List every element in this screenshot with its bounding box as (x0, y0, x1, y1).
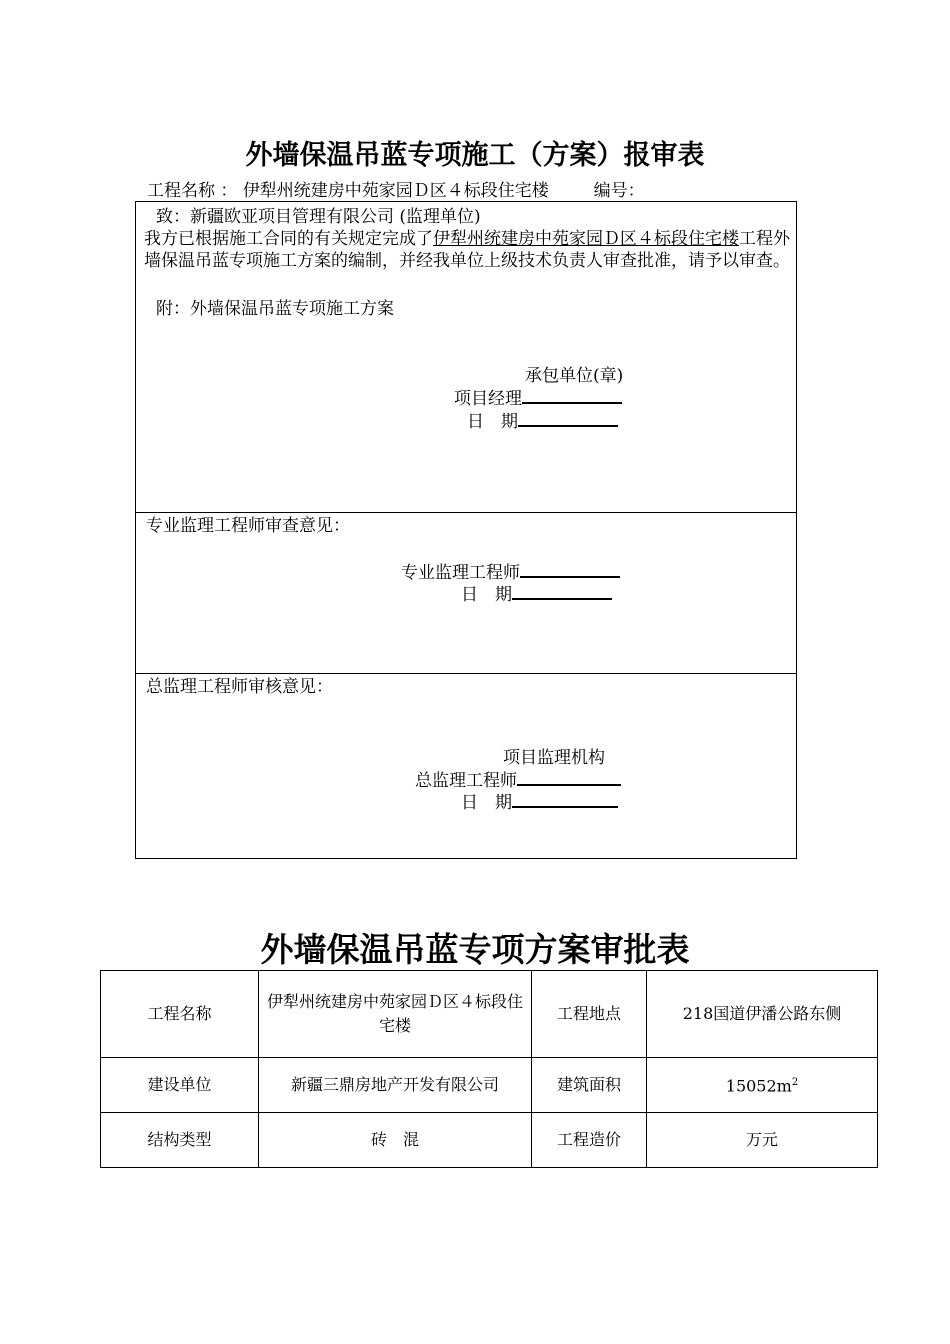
cell-label: 建设单位 (101, 1058, 259, 1113)
cell-label: 工程造价 (532, 1113, 647, 1168)
signature-blank[interactable] (517, 770, 621, 786)
cell-value: 万元 (647, 1113, 878, 1168)
body-prefix: 我方已根据施工合同的有关规定完成了 (144, 229, 433, 249)
date-line-1: 日 期 (467, 411, 618, 433)
report-form-title: 外墙保温吊蓝专项施工（方案）报审表 (245, 140, 705, 171)
cell-label: 建筑面积 (532, 1058, 647, 1113)
approval-form-title: 外墙保温吊蓝专项方案审批表 (260, 930, 690, 969)
date-blank[interactable] (512, 792, 618, 808)
approval-table (100, 970, 878, 1168)
cell-value (647, 1058, 878, 1113)
table-row (101, 1113, 878, 1168)
addressee-line: 致：新疆欧亚项目管理有限公司 (监理单位) (156, 207, 481, 227)
cell-label: 结构类型 (101, 1113, 259, 1168)
date-line-3: 日 期 (461, 792, 618, 814)
submission-section (135, 201, 797, 513)
project-name: 伊犁州统建房中苑家园Ｄ区４标段住宅楼 (242, 181, 549, 201)
engineer-review-section (135, 512, 797, 674)
date-blank[interactable] (518, 411, 618, 427)
signature-blank[interactable] (520, 562, 620, 578)
supervision-org: 项目监理机构 (503, 748, 605, 768)
engineer-review-heading: 专业监理工程师审查意见： (146, 516, 350, 536)
chief-review-section (135, 673, 797, 859)
project-label: 工程名称 ： (147, 181, 238, 201)
submission-body (144, 228, 792, 272)
cell-value: 218国道伊潘公路东侧 (647, 971, 878, 1058)
cell-value: 砖 混 (259, 1113, 532, 1168)
number-label: 编号： (593, 181, 645, 201)
project-manager-line: 项目经理 (454, 388, 622, 410)
date-line-2: 日 期 (461, 584, 612, 606)
table-row (101, 971, 878, 1058)
cell-value: 新疆三鼎房地产开发有限公司 (259, 1058, 532, 1113)
area-value: 15052m (725, 1076, 792, 1096)
chief-review-heading: 总监理工程师审核意见： (146, 677, 333, 697)
body-suffix: 工程外墙保温吊蓝专项施工方案的编制，并经我单位上级技术负责人审查批准，请予以审查。 (144, 229, 790, 271)
contractor-seal: 承包单位(章) (525, 366, 624, 386)
date-blank[interactable] (512, 584, 612, 600)
body-project-name: 伊犁州统建房中苑家园Ｄ区４标段住宅楼 (433, 229, 739, 249)
cell-label: 工程名称 (101, 971, 259, 1058)
engineer-line: 专业监理工程师 (401, 562, 620, 584)
signature-blank[interactable] (522, 388, 622, 404)
cell-label: 工程地点 (532, 971, 647, 1058)
project-meta-line (147, 176, 645, 201)
table-row (101, 1058, 878, 1113)
cell-value: 伊犁州统建房中苑家园Ｄ区４标段住宅楼 (259, 971, 532, 1058)
attachment-line: 附：外墙保温吊蓝专项施工方案 (156, 299, 394, 319)
chief-engineer-line: 总监理工程师 (415, 770, 621, 792)
area-unit-sup: 2 (791, 1077, 799, 1089)
